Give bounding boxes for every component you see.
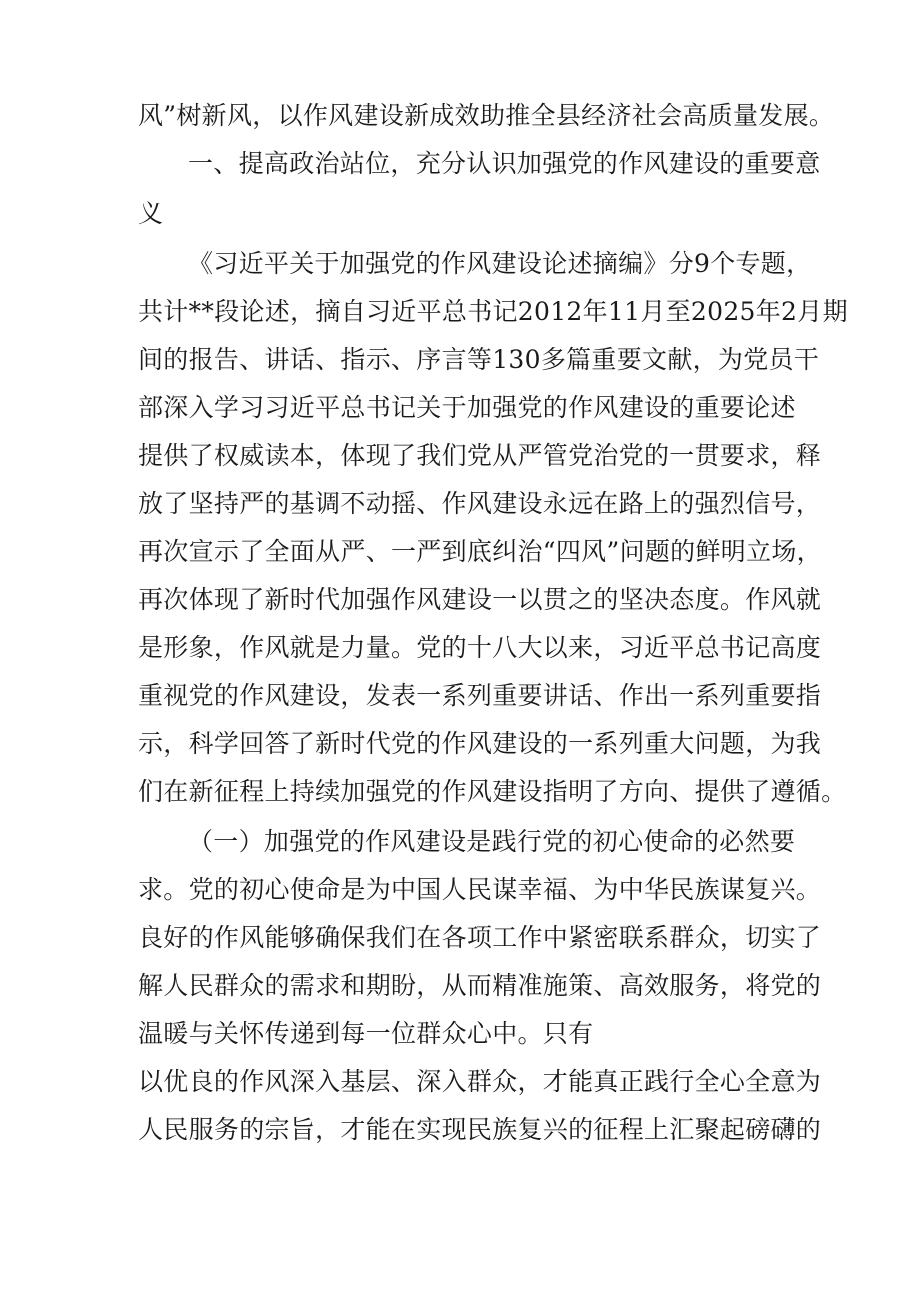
- section-heading: 一、提高政治站位，充分认识加强党的作风建设的重要意: [188, 149, 821, 178]
- text-line: 重视党的作风建设，发表一系列重要讲话、作出一系列重要指: [138, 681, 822, 710]
- section-heading-continuation: 义: [138, 199, 164, 228]
- paragraph-first-line: 《习近平关于加强党的作风建设论述摘编》分9个专题，: [188, 249, 812, 278]
- text-line: 解人民群众的需求和期盼，从而精准施策、高效服务，将党的: [138, 971, 822, 1000]
- text-line: 共计**段论述，摘自习近平总书记2012年11月至2025年2月期: [138, 297, 848, 326]
- text-line: 间的报告、讲话、指示、序言等130多篇重要文献，为党员干: [138, 345, 820, 374]
- text-line: 求。党的初心使命是为中国人民谋幸福、为中华民族谋复兴。: [138, 875, 822, 904]
- text-line: 们在新征程上持续加强党的作风建设指明了方向、提供了遵循。: [138, 777, 847, 806]
- text-line: 放了坚持严的基调不动摇、作风建设永远在路上的强烈信号，: [138, 489, 822, 518]
- text-line: 再次体现了新时代加强作风建设一以贯之的坚决态度。作风就: [138, 585, 822, 614]
- text-line: 温暖与关怀传递到每一位群众心中。只有: [138, 1019, 594, 1048]
- text-line: 再次宣示了全面从严、一严到底纠治“四风”问题的鲜明立场，: [138, 537, 822, 566]
- text-line: 良好的作风能够确保我们在各项工作中紧密联系群众，切实了: [138, 923, 822, 952]
- text-line: 人民服务的宗旨，才能在实现民族复兴的征程上汇聚起磅礴的: [138, 1115, 822, 1144]
- subsection-heading: （一）加强党的作风建设是践行党的初心使命的必然要: [188, 827, 796, 856]
- text-line: 示，科学回答了新时代党的作风建设的一系列重大问题，为我: [138, 729, 822, 758]
- text-line: 提供了权威读本，体现了我们党从严管党治党的一贯要求，释: [138, 441, 822, 470]
- text-line: 是形象，作风就是力量。党的十八大以来，习近平总书记高度: [138, 633, 822, 662]
- text-line: 风”树新风，以作风建设新成效助推全县经济社会高质量发展。: [138, 101, 835, 130]
- text-line: 以优良的作风深入基层、深入群众，才能真正践行全心全意为: [138, 1067, 822, 1096]
- text-line: 部深入学习习近平总书记关于加强党的作风建设的重要论述: [138, 393, 796, 422]
